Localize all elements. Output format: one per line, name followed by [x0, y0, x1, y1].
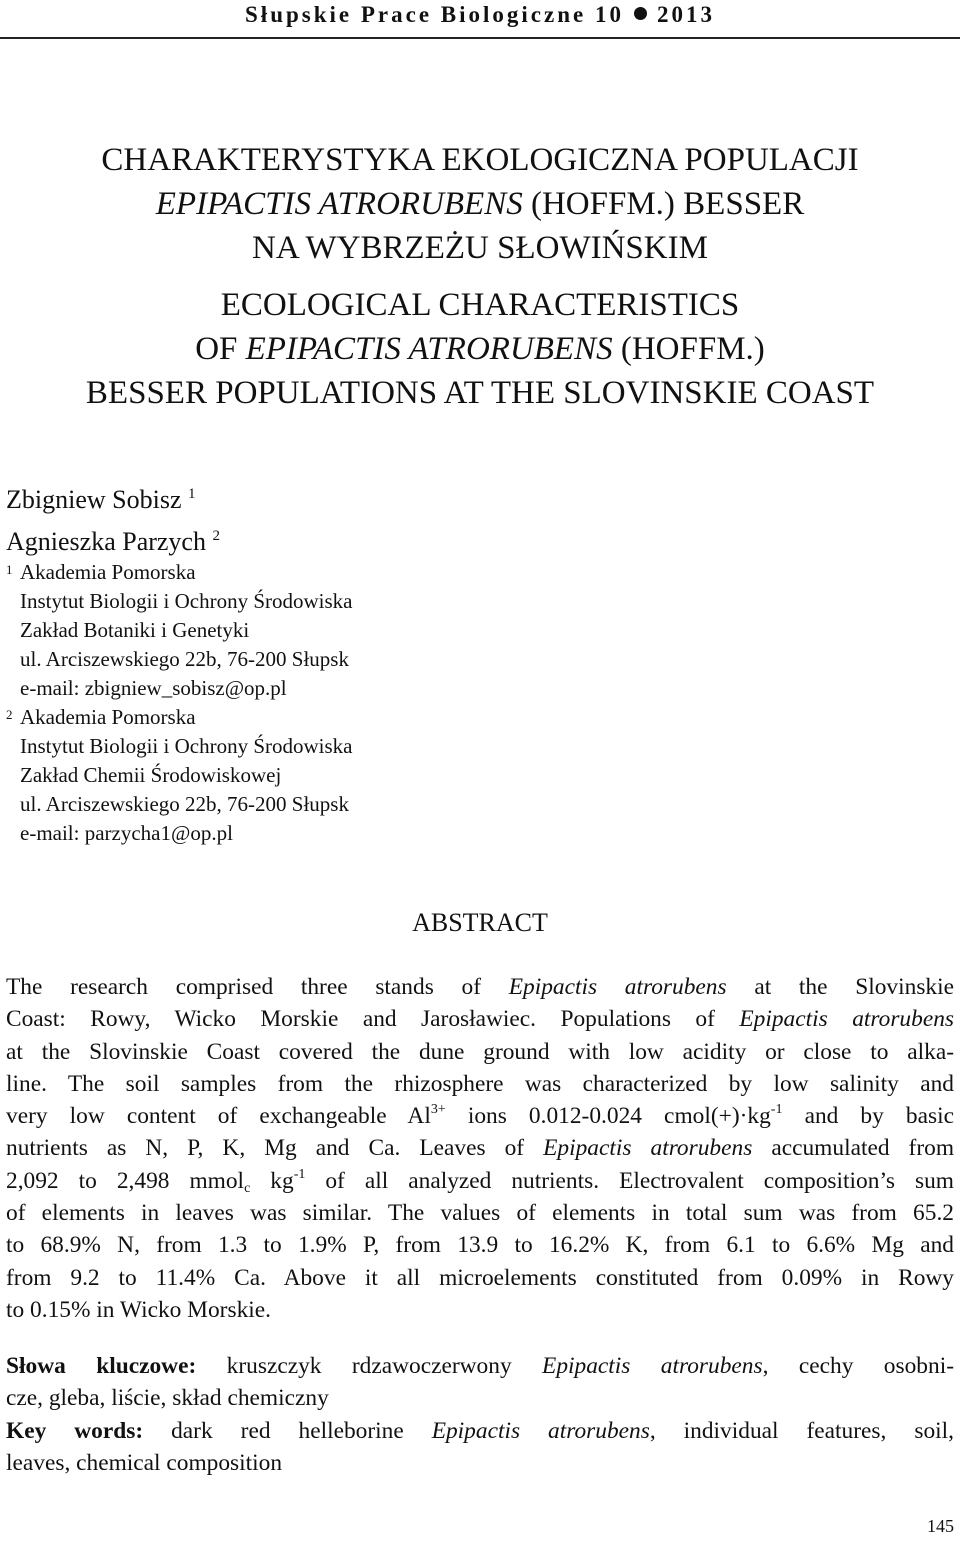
title-pl: [0, 138, 960, 270]
bullet-icon: [634, 7, 647, 20]
affiliation-1: 1 Akademia Pomorska Instytut Biologii i Ochrony Środowiska Zakład Botaniki i Genetyki ul. Arciszewskiego 22b, 76-200 Słupsk e-mail: zbigniew_sobisz@op.pl: [6, 558, 353, 703]
abstract-line: line. The soil samples from the rhizosphere was characterized by low salinity and: [6, 1070, 954, 1097]
affiliation-mark: 2: [212, 528, 220, 544]
keywords-en-cont: leaves, chemical composition: [6, 1449, 283, 1476]
species-name: Epipactis atrorubens: [508, 974, 727, 1000]
abstract-line: at the Slovinskie Coast covered the dune ground with low acidity or close to alka-: [6, 1038, 954, 1065]
abstract-line: Coast: Rowy, Wicko Morskie and Jarosławiec. Populations of Epipactis atrorubens: [6, 1006, 954, 1033]
species-name: Epipactis atrorubens: [543, 1135, 753, 1162]
abstract-line: of elements in leaves was similar. The values of elements in total sum was from 65.2: [6, 1200, 954, 1227]
abstract-line: to 68.9% N, from 1.3 to 1.9% P, from 13.9 to 16.2% K, from 6.1 to 6.6% Mg and: [6, 1232, 954, 1259]
keywords-en: Key words: dark red helleborine Epipactis atrorubens, individual features, soil,: [6, 1417, 955, 1444]
keywords-block: [6, 1350, 954, 1479]
title-en-line2: OF EPIPACTIS ATRORUBENS (HOFFM.): [195, 331, 765, 367]
affiliation-block: [6, 558, 353, 848]
species-name: Epipactis atrorubens: [431, 1417, 650, 1444]
abstract-line: nutrients as N, P, K, Mg and Ca. Leaves of Epipactis atrorubens accumulated from: [6, 1135, 955, 1162]
keywords-pl: Słowa kluczowe: kruszczyk rdzawoczerwony Epipactis atrorubens, cechy osobni-: [6, 1353, 954, 1379]
keywords-en-label: Key words:: [6, 1417, 144, 1444]
title-en: [0, 283, 960, 415]
affiliation-mark: 2: [6, 707, 13, 722]
title-pl-line2: EPIPACTIS ATRORUBENS (HOFFM.) BESSER: [155, 186, 805, 222]
species-name: EPIPACTIS ATRORUBENS: [155, 186, 523, 222]
abstract-line: to 0.15% in Wicko Morskie.: [6, 1296, 271, 1323]
year: 2013: [656, 2, 715, 27]
abstract-line: 2,092 to 2,498 mmol$_c$ $kg^{-1}$ of all analyzed nutrients. Electrovalent composition’s sum: [6, 1166, 955, 1196]
species-name: Epipactis atrorubens: [739, 1006, 954, 1033]
affiliation-2: 2 Akademia Pomorska Instytut Biologii i Ochrony Środowiska Zakład Chemii Środowiskowej ul. Arciszewskiego 22b, 76-200 Słupsk e-mail: parzycha1@op.pl: [6, 703, 353, 848]
title-en-line1: ECOLOGICAL CHARACTERISTICS: [220, 287, 740, 323]
abstract-line: The research comprised three stands of Epipactis atrorubens at the Slovinskie: [6, 974, 954, 1000]
abstract-line: from 9.2 to 11.4% Ca. Above it all microelements constituted from 0.09% in Rowy: [6, 1264, 954, 1291]
author-name: Agnieszka Parzych $^2$: [6, 527, 220, 556]
affiliation-mark: 1: [188, 486, 196, 502]
keywords-pl-label: Słowa kluczowe:: [6, 1353, 197, 1379]
affiliation-mark: 1: [6, 562, 13, 577]
running-header: [0, 2, 960, 28]
title-pl-line1: CHARAKTERYSTYKA EKOLOGICZNA POPULACJI: [101, 142, 859, 178]
author-name: Zbigniew Sobisz $^1$: [6, 485, 196, 514]
email-address: e-mail: parzycha1@op.pl: [20, 821, 233, 845]
keywords-pl-cont: cze, gleba, liście, skład chemiczny: [6, 1385, 329, 1412]
abstract-line: very low content of exchangeable $Al^{3+}$ ions 0.012-0.024 $cmol(+)\cdot kg^{-1}$ and by basic: [6, 1102, 954, 1130]
journal-name: Słupskie Prace Biologiczne: [245, 2, 587, 27]
title-en-line3: BESSER POPULATIONS AT THE SLOVINSKIE COAST: [85, 375, 875, 411]
volume-number: 10: [594, 2, 624, 27]
species-name: Epipactis atrorubens: [542, 1353, 763, 1379]
species-name: EPIPACTIS ATRORUBENS: [245, 331, 613, 367]
title-pl-line3: NA WYBRZEŻU SŁOWIŃSKIM: [252, 230, 708, 266]
abstract-body: [6, 971, 954, 1326]
page-number: 145: [927, 1516, 954, 1536]
author-list: [6, 476, 220, 560]
abstract-heading: ABSTRACT: [412, 908, 548, 937]
email-address: e-mail: zbigniew_sobisz@op.pl: [20, 676, 287, 700]
header-divider: [0, 37, 960, 39]
